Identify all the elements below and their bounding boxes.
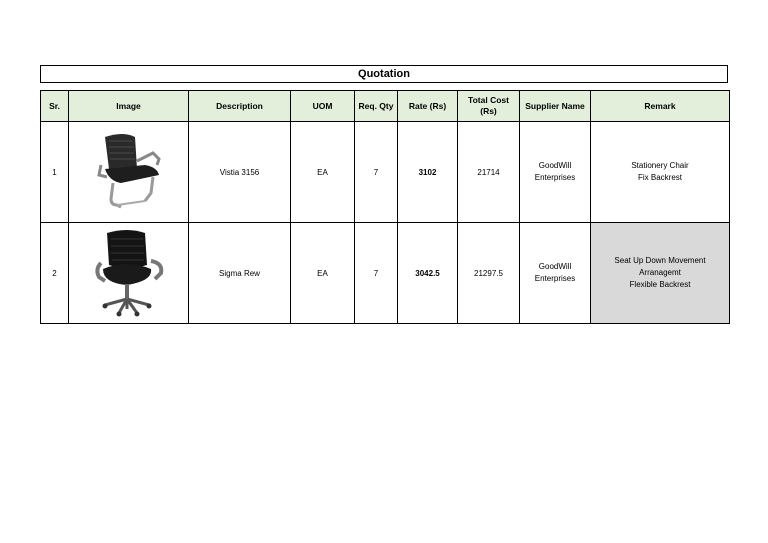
cell-req-qty: 7 — [355, 122, 398, 223]
cell-remark-highlighted — [591, 223, 730, 324]
header-sr: Sr. — [41, 91, 69, 122]
supplier-line1: GoodWill — [538, 161, 572, 170]
cell-description: Vistia 3156 — [189, 122, 291, 223]
cell-image — [69, 223, 189, 324]
cell-total-cost: 21714 — [458, 122, 520, 223]
cell-sr: 2 — [41, 223, 69, 324]
cell-image — [69, 122, 189, 223]
cell-description: Sigma Rew — [189, 223, 291, 324]
remark-line: Flexible Backrest — [629, 280, 691, 289]
cell-remark — [591, 122, 730, 223]
supplier-line1: GoodWill — [538, 262, 572, 271]
supplier-line2: Enterprises — [534, 274, 576, 283]
cell-supplier — [520, 223, 591, 324]
header-total-cost-line1: Total Cost — [468, 95, 509, 105]
header-description: Description — [189, 91, 291, 122]
office-chair-swivel-icon — [91, 229, 167, 317]
header-uom: UOM — [291, 91, 355, 122]
header-image: Image — [69, 91, 189, 122]
header-rate: Rate (Rs) — [398, 91, 458, 122]
cell-supplier — [520, 122, 591, 223]
cell-uom: EA — [291, 223, 355, 324]
quotation-table — [40, 90, 730, 324]
table-row — [41, 223, 730, 324]
table-header-row — [41, 91, 730, 122]
remark-line: Fix Backrest — [637, 173, 682, 182]
header-total-cost — [458, 91, 520, 122]
office-chair-mesh-cantilever-icon — [91, 131, 167, 213]
supplier-line2: Enterprises — [534, 173, 576, 182]
remark-line: Stationery Chair — [631, 161, 689, 170]
cell-rate: 3042.5 — [398, 223, 458, 324]
header-total-cost-line2: (Rs) — [480, 106, 497, 116]
header-req-qty: Req. Qty — [355, 91, 398, 122]
cell-uom: EA — [291, 122, 355, 223]
cell-sr: 1 — [41, 122, 69, 223]
remark-line: Arranagemt — [639, 268, 681, 277]
cell-total-cost: 21297.5 — [458, 223, 520, 324]
cell-req-qty: 7 — [355, 223, 398, 324]
table-row — [41, 122, 730, 223]
header-remark: Remark — [591, 91, 730, 122]
quotation-title: Quotation — [40, 65, 728, 83]
cell-rate: 3102 — [398, 122, 458, 223]
remark-line: Seat Up Down Movement — [614, 256, 706, 265]
header-supplier: Supplier Name — [520, 91, 591, 122]
